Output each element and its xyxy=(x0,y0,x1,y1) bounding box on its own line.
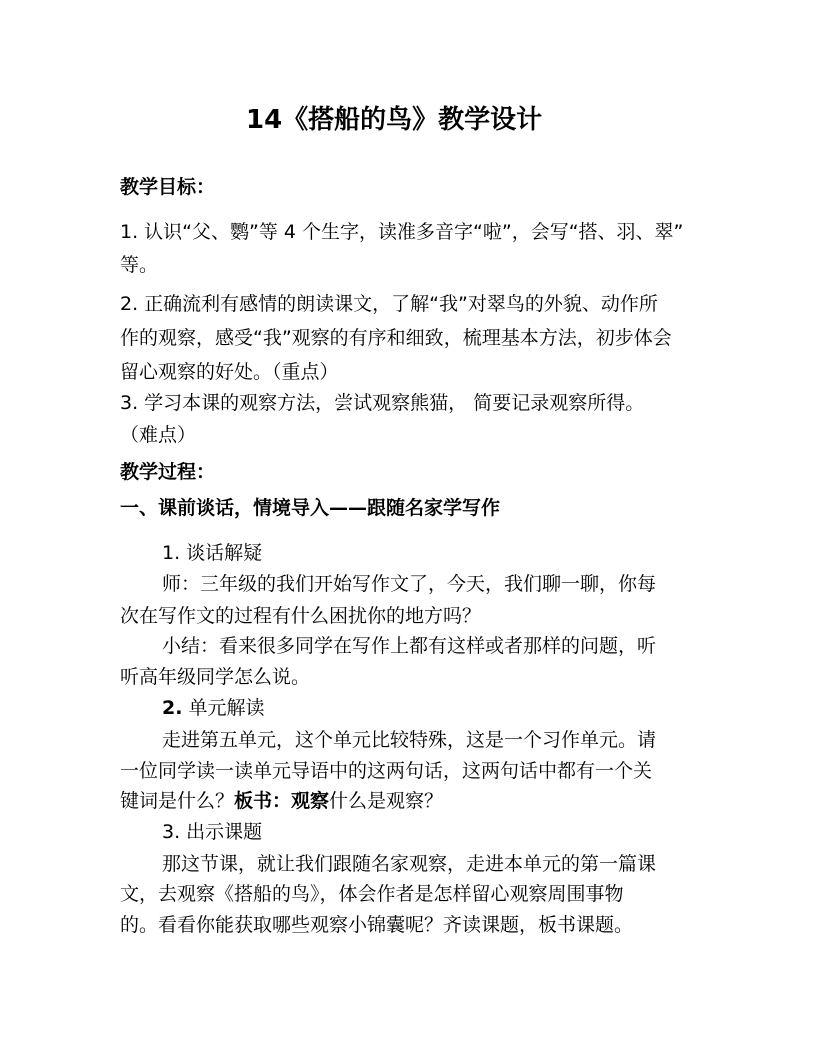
goal-1-line-1: 1. 认识“父、鹦”等 4 个生字，读准多音字“啦”，会写“搭、羽、翠” xyxy=(120,221,684,243)
blackboard-note: 板书：观察 xyxy=(234,790,330,812)
goal-2-line-2: 作的观察，感受“我”观察的有序和细致，梳理基本方法，初步体会 xyxy=(120,327,672,349)
step-3-para-1-line-3: 的。看看你能获取哪些观察小锦囊呢？齐读课题，板书课题。 xyxy=(120,914,634,936)
goal-1-line-2: 等。 xyxy=(120,254,159,276)
document-title: 14《搭船的鸟》教学设计 xyxy=(246,105,543,135)
step-2-title-text: 单元解读 xyxy=(188,697,265,719)
goal-3-line-1: 3. 学习本课的观察方法，尝试观察熊猫， 简要记录观察所得。 xyxy=(120,392,645,414)
step-1-title: 1. 谈话解疑 xyxy=(162,542,263,564)
goal-3-line-2: （难点） xyxy=(120,424,197,446)
step-2-title xyxy=(162,696,265,720)
step-1-para-2-line-2: 听高年级同学怎么说。 xyxy=(120,666,311,688)
process-heading: 教学过程： xyxy=(120,461,216,483)
step-2-number: 2. xyxy=(162,697,183,719)
step-1-para-2-line-1: 小结：看来很多同学在写作上都有这样或者那样的问题，听 xyxy=(162,635,657,657)
step-3-para-1-line-2: 文，去观察《搭船的鸟》，体会作者是怎样留心观察周围事物 xyxy=(120,883,624,905)
step-2-question: 键词是什么？ xyxy=(120,790,235,812)
step-2-question-tail: 什么是观察？ xyxy=(329,790,444,812)
step-1-para-1-line-1: 师：三年级的我们开始写作文了，今天，我们聊一聊，你每 xyxy=(162,573,657,595)
goals-heading: 教学目标： xyxy=(120,176,216,198)
step-2-para-1-line-1: 走进第五单元，这个单元比较特殊，这是一个习作单元。请 xyxy=(162,729,657,751)
goal-2-line-1: 2. 正确流利有感情的朗读课文，了解“我”对翠鸟的外貌、动作所 xyxy=(120,293,658,315)
step-2-para-1-line-3 xyxy=(120,789,443,813)
step-3-title: 3. 出示课题 xyxy=(162,821,263,843)
section-1-heading: 一、课前谈话，情境导入——跟随名家学写作 xyxy=(120,497,501,519)
step-3-para-1-line-1: 那这节课，就让我们跟随名家观察，走进本单元的第一篇课 xyxy=(162,853,657,875)
step-2-para-1-line-2: 一位同学读一读单元导语中的这两句话，这两句话中都有一个关 xyxy=(120,760,653,782)
goal-2-line-3: 留心观察的好处。（重点） xyxy=(120,361,339,383)
step-1-para-1-line-2: 次在写作文的过程有什么困扰你的地方吗？ xyxy=(120,605,482,627)
